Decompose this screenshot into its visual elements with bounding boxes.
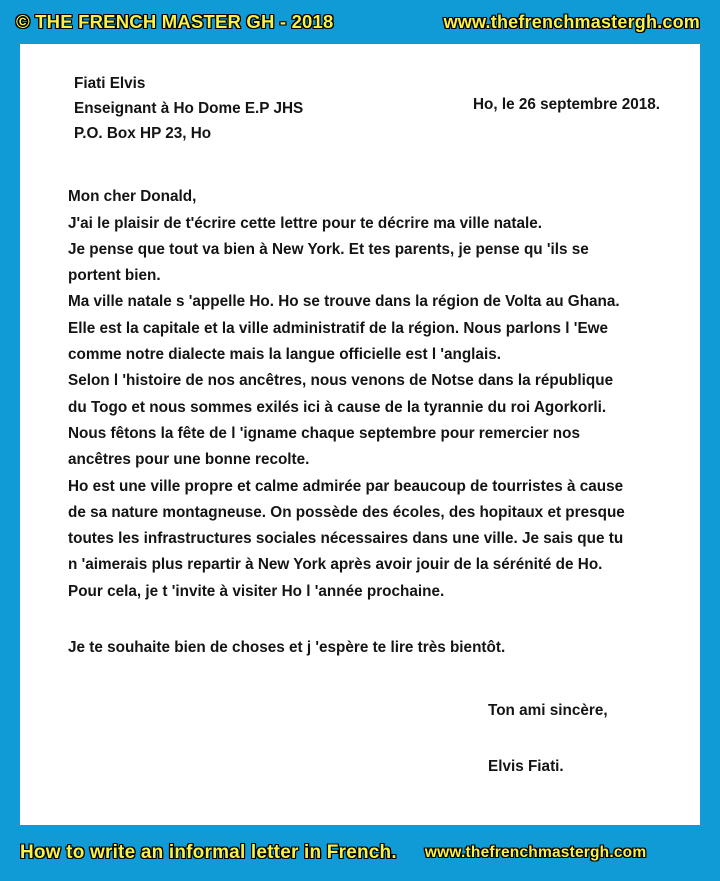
sender-name: Fiati Elvis [74, 75, 146, 92]
body-line: Elle est la capitale et la ville administratif de la région. Nous parlons l 'Ewe [68, 319, 609, 337]
signature-block [488, 703, 660, 774]
farewell-line: Je te souhaite bien de choses et j 'espère te lire très bientôt. [68, 639, 506, 657]
body-line: J'ai le plaisir de t'écrire cette lettre pour te décrire ma ville natale. [68, 214, 543, 232]
body-line: toutes les infrastructures sociales nécessaires dans une ville. Je sais que tu [68, 530, 624, 548]
body-line: de sa nature montagneuse. On possède des écoles, des hopitaux et presque [68, 503, 625, 521]
sheet-container [0, 44, 720, 825]
body-line: n 'aimerais plus repartir à New York après avoir jouir de la sérénité de Ho. [68, 556, 603, 574]
website-url-bottom: www.thefrenchmastergh.com [424, 844, 647, 861]
letter-body [68, 184, 660, 605]
body-line: Je pense que tout va bien à New York. Et tes parents, je pense qu 'ils se [68, 240, 589, 258]
bottom-banner [0, 825, 720, 881]
copyright-label: © THE FRENCH MASTER GH - 2018 [16, 11, 334, 32]
lesson-title: How to write an informal letter in French. [20, 842, 397, 863]
top-banner [0, 0, 720, 44]
letter-closing [68, 635, 660, 774]
body-line: comme notre dialecte mais la langue officielle est l 'anglais. [68, 346, 501, 364]
signature-name: Elvis Fiati. [488, 757, 564, 775]
letterhead [74, 72, 678, 146]
body-line: Pour cela, je t 'invite à visiter Ho l 'année prochaine. [68, 582, 445, 600]
salutation: Mon cher Donald, [68, 188, 197, 206]
body-line: Ma ville natale s 'appelle Ho. Ho se trouve dans la région de Volta au Ghana. [68, 293, 620, 311]
body-line: du Togo et nous sommes exilés ici à cause de la tyrannie du roi Agorkorli. [68, 398, 607, 416]
dateline: Ho, le 26 septembre 2018. [472, 96, 660, 113]
website-url-top: www.thefrenchmastergh.com [443, 11, 700, 32]
body-line: ancêtres pour une bonne recolte. [68, 451, 310, 469]
signature-gap [488, 719, 660, 759]
body-line: Ho est une ville propre et calme admirée par beaucoup de tourristes à cause [68, 477, 624, 495]
body-line: Nous fêtons la fête de l 'igname chaque septembre pour remercier nos [68, 424, 580, 442]
sender-occupation: Enseignant à Ho Dome E.P JHS [74, 99, 304, 117]
body-line: portent bien. [68, 267, 161, 285]
letter-sheet [20, 44, 700, 825]
body-line: Selon l 'histoire de nos ancêtres, nous venons de Notse dans la république [68, 372, 614, 390]
sender-block [74, 72, 303, 146]
sender-address: P.O. Box HP 23, Ho [74, 124, 212, 142]
signoff-line: Ton ami sincère, [488, 702, 608, 720]
